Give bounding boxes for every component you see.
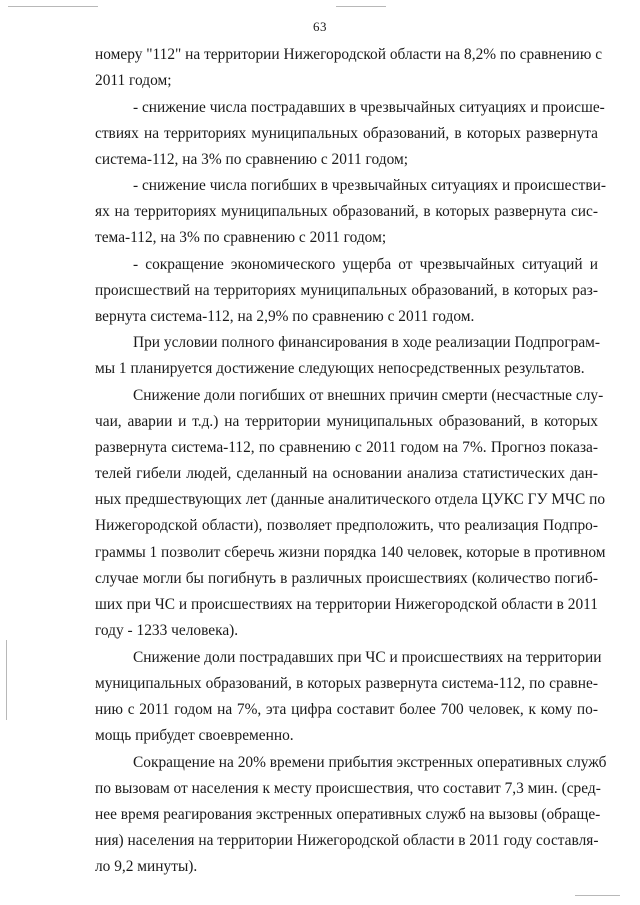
text-line: ло 9,2 минуты). xyxy=(95,858,198,875)
scan-artifact-bottom-right xyxy=(575,895,620,896)
text-line: вернута система-112, на 2,9% по сравнению с 2011 годом. xyxy=(95,308,475,325)
page-number: 63 xyxy=(313,19,327,34)
text-line: Нижегородской области), позволяет предположить, что реализация Подпро- xyxy=(95,517,598,534)
text-line: Снижение доли погибших от внешних причин смерти (несчастные слу- xyxy=(133,387,604,404)
text-line: граммы 1 позволит сберечь жизни порядка 140 человек, которые в противном xyxy=(95,544,606,561)
text-line: нию с 2011 годом на 7%, эта цифра составит более 700 человек, к кому по- xyxy=(95,701,598,718)
text-line: 2011 годом; xyxy=(95,72,172,89)
text-line: случае могли бы погибнуть в различных происшествиях (количество погиб- xyxy=(95,570,598,587)
text-line: ных предшествующих лет (данные аналитического отдела ЦУКС ГУ МЧС по xyxy=(95,491,606,508)
text-line: - сокращение экономического ущерба от чрезвычайных ситуаций и xyxy=(133,256,598,273)
text-line: ния) населения на территории Нижегородской области в 2011 году составля- xyxy=(95,832,599,849)
text-line: Сокращение на 20% времени прибытия экстренных оперативных служб xyxy=(133,754,607,771)
text-line: ях на территориях муниципальных образований, в которых развернута сис- xyxy=(95,203,598,220)
scan-artifact-top xyxy=(8,6,98,7)
text-line: мы 1 планируется достижение следующих непосредственных результатов. xyxy=(95,360,585,377)
scan-artifact-left xyxy=(6,640,7,720)
text-line: телей гибели людей, сделанный на основании анализа статистических дан- xyxy=(95,465,598,482)
text-line: по вызовам от населения к месту происшествия, что составит 7,3 мин. (сред- xyxy=(95,780,601,797)
text-line: развернута система-112, по сравнению с 2011 годом на 7%. Прогноз показа- xyxy=(95,439,598,456)
text-line: муниципальных образований, в которых развернута система-112, по сравне- xyxy=(95,675,598,692)
text-line: мощь прибудет своевременно. xyxy=(95,727,294,744)
text-line: тема-112, на 3% по сравнению с 2011 годом; xyxy=(95,229,387,246)
text-line: Снижение доли пострадавших при ЧС и происшествиях на территории xyxy=(133,649,602,666)
text-line: система-112, на 3% по сравнению с 2011 годом; xyxy=(95,151,408,168)
text-line: ствиях на территориях муниципальных образований, в которых развернута xyxy=(95,125,598,142)
text-line: году - 1233 человека). xyxy=(95,622,239,639)
text-line: чаи, аварии и т.д.) на территории муниципальных образований, в которых xyxy=(95,413,598,430)
text-line: - снижение числа погибших в чрезвычайных ситуациях и происшестви- xyxy=(133,177,607,194)
text-line: При условии полного финансирования в ходе реализации Подпрограм- xyxy=(133,334,601,351)
text-line: номеру "112" на территории Нижегородской области на 8,2% по сравнению с xyxy=(95,46,603,63)
text-line: происшествий на территориях муниципальных образований, в которых раз- xyxy=(95,282,598,299)
text-line: нее время реагирования экстренных оперативных служб на вызовы (обраще- xyxy=(95,806,601,823)
text-line: ших при ЧС и происшествиях на территории Нижегородской области в 2011 xyxy=(95,596,598,613)
scan-artifact-top-right xyxy=(336,6,386,7)
text-line: - снижение числа пострадавших в чрезвычайных ситуациях и происше- xyxy=(133,99,605,116)
